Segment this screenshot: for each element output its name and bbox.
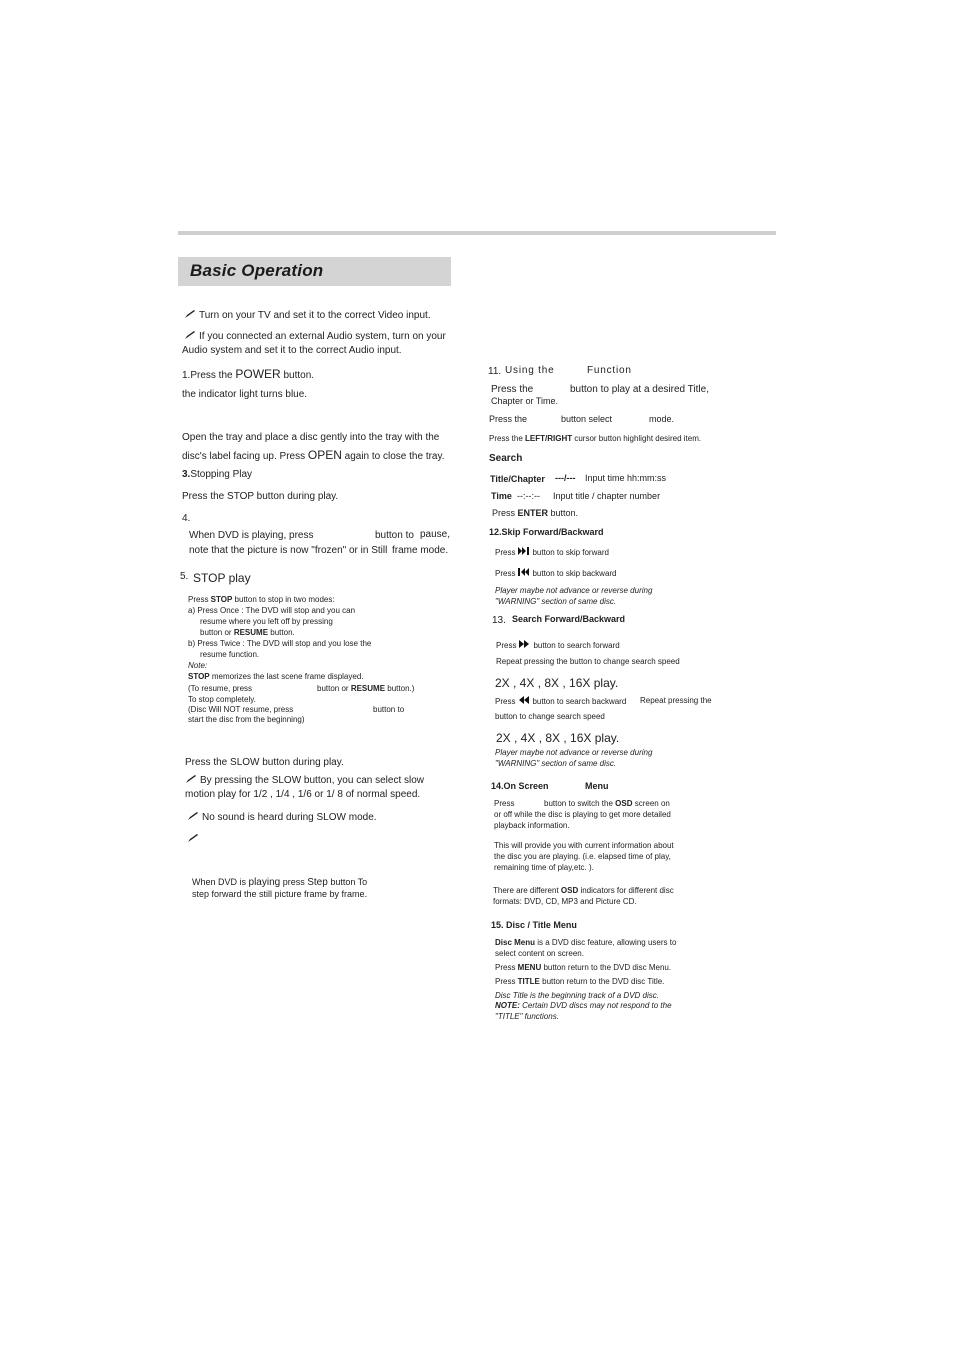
- s11-l4-bold: LEFT/RIGHT: [525, 434, 573, 443]
- power-label: POWER: [235, 367, 281, 381]
- step2-pre: disc's label facing up. Press: [182, 451, 308, 462]
- s14-l1b: [544, 800, 670, 808]
- s14-l2: or off while the disc is playing to get more detailed: [494, 810, 671, 819]
- s13-l1-pre: Press: [496, 641, 517, 650]
- s14-l1b-bold: OSD: [615, 799, 633, 808]
- s13-warning2: "WARNING" section of same disc.: [495, 759, 617, 768]
- s12-l2-pre: Press: [495, 569, 516, 578]
- s13-l3-post: button to search backward: [532, 697, 627, 706]
- s14-l4: This will provide you with current information about: [494, 841, 674, 850]
- s15-l4-bold: TITLE: [517, 977, 540, 986]
- step2-line2: [182, 449, 445, 462]
- s13-l1-post: button to search forward: [533, 641, 620, 650]
- s14-title-a: 14.On Screen: [491, 781, 549, 791]
- slow-l4-text: No sound is heard during SLOW mode.: [202, 812, 377, 823]
- s11-l2: Chapter or Time.: [491, 396, 559, 406]
- page-title: Basic Operation: [190, 261, 324, 280]
- stop-l6: resume function.: [200, 650, 260, 659]
- tip-audio-line1: If you connected an external Audio system, turn on your: [199, 331, 446, 342]
- s13-title: Search Forward/Backward: [512, 614, 626, 624]
- s13-warning1: Player maybe not advance or reverse during: [495, 748, 653, 757]
- s15-l4-pre: Press: [495, 977, 518, 986]
- step4-line1a: When DVD is playing, press: [189, 530, 314, 541]
- stop-l10a: (Disc Will NOT resume, press: [188, 705, 294, 714]
- step2-post: again to close the tray.: [341, 451, 445, 462]
- stop-l4-post: button.: [268, 628, 295, 637]
- s11-l4-pre: Press the: [489, 434, 526, 443]
- slow-l3: [185, 790, 420, 800]
- top-rule: [178, 231, 776, 235]
- s11-l3a: Press the: [489, 414, 528, 424]
- enter-bold: ENTER: [517, 508, 549, 518]
- step1-pre: 1.Press the: [182, 370, 236, 381]
- s13-num: 13.: [492, 615, 506, 626]
- s15-l2: select content on screen.: [495, 949, 584, 958]
- stop-note: Note:: [188, 661, 208, 670]
- step4-line1c: pause,: [420, 529, 451, 540]
- step-playing: playing: [248, 877, 281, 888]
- s14-l7: [493, 887, 674, 895]
- time-label: Time: [491, 491, 512, 501]
- s14-l7-post: indicators for different disc: [578, 886, 674, 895]
- s15-l1-post: is a DVD disc feature, allowing users to: [535, 938, 677, 947]
- title-chapter-desc: Input time hh:mm:ss: [585, 473, 667, 483]
- slow-l3-pre: motion play for: [185, 789, 254, 800]
- s15-l3-bold: MENU: [517, 963, 542, 972]
- open-label: OPEN: [307, 448, 342, 462]
- s12-l2-post: button to skip backward: [532, 569, 617, 578]
- s11-l4-post: cursor button highlight desired item.: [572, 434, 702, 443]
- stop-l1-pre: Press: [188, 595, 211, 604]
- s12-title: 12.Skip Forward/Backward: [489, 527, 604, 537]
- s14-l7-pre: There are different: [493, 886, 561, 895]
- s15-n1: Disc Title is the beginning track of a DVD disc.: [495, 991, 659, 1000]
- title-chapter-label: Title/Chapter: [490, 474, 545, 484]
- s11-title-b: Function: [587, 365, 632, 376]
- stop-l7-post: memorizes the last scene frame displayed.: [209, 672, 364, 681]
- s11-l3c: mode.: [649, 414, 675, 424]
- s15-l1: [495, 939, 676, 947]
- slow-fraction-eighth: 1/ 8: [326, 789, 343, 800]
- s13-speed2: 2X , 4X , 8X , 16X play.: [496, 731, 620, 745]
- s13-speed1: 2X , 4X , 8X , 16X play.: [495, 676, 619, 690]
- step1-power: [182, 368, 314, 381]
- slow-sep: ,: [267, 789, 276, 800]
- s15-n2: [495, 1002, 672, 1010]
- step4-num: 4.: [182, 513, 191, 524]
- s12-l1-post: button to skip forward: [532, 548, 609, 557]
- s14-l6: remaining time of play,etc. ).: [494, 863, 594, 872]
- s13-l3: [495, 696, 626, 706]
- s11-num: 11.: [488, 366, 502, 377]
- s12-l1: [495, 547, 609, 557]
- pencil-icon: [187, 833, 202, 845]
- step-l1: [192, 878, 367, 888]
- slow-fraction-quarter: 1/4: [275, 789, 290, 800]
- s13-l2: Repeat pressing the button to change search speed: [496, 657, 680, 666]
- s15-l3-pre: Press: [495, 963, 518, 972]
- stop-l1-bold: STOP: [210, 595, 233, 604]
- s12-warning1: Player maybe not advance or reverse during: [495, 586, 653, 595]
- enter-post: button.: [548, 508, 579, 518]
- s11-l1b: button to play at a desired Title,: [570, 384, 709, 395]
- s13-l3-pre: Press: [495, 697, 516, 706]
- stop-l1: [188, 596, 335, 604]
- stop-l5: b) Press Twice : The DVD will stop and you lose the: [188, 639, 372, 648]
- tip-tv: [184, 309, 431, 321]
- stop-l10b: button to: [373, 705, 405, 714]
- step4-line1b: button to: [375, 530, 414, 541]
- slow-l2-text: By pressing the SLOW button, you can select slow: [200, 775, 424, 786]
- slow-l1: Press the SLOW button during play.: [185, 757, 344, 768]
- pencil-icon: [185, 774, 197, 784]
- skip-backward-icon: [517, 568, 530, 576]
- step2-line1: Open the tray and place a disc gently into the tray with the: [182, 432, 440, 443]
- step5-title: STOP play: [193, 571, 251, 585]
- step4-line2b: frame mode.: [392, 545, 449, 556]
- s12-l1-pre: Press: [495, 548, 516, 557]
- s12-warning2: "WARNING" section of same disc.: [495, 597, 617, 606]
- s15-l4-post: button return to the DVD disc Title.: [539, 977, 665, 986]
- stop-l8a: (To resume, press: [188, 684, 253, 693]
- pencil-icon: [184, 309, 196, 319]
- slow-sep: ,: [289, 789, 298, 800]
- s13-l4: button to change search speed: [495, 712, 605, 721]
- slow-l2: [185, 774, 424, 786]
- stop-l4-bold: RESUME: [233, 628, 269, 637]
- slow-or: or: [311, 789, 327, 800]
- s15-n2-bold: NOTE:: [495, 1001, 520, 1010]
- s14-l1b-post: screen on: [632, 799, 670, 808]
- step3-line: Press the STOP button during play.: [182, 491, 339, 502]
- s13-l3-tail: Repeat pressing the: [640, 696, 712, 705]
- stop-l4-pre: button or: [200, 628, 234, 637]
- s11-title-a: Using the: [505, 365, 555, 376]
- skip-forward-icon: [517, 547, 530, 555]
- stop-l8b-pre: button or: [317, 684, 351, 693]
- fast-forward-icon: [518, 640, 531, 648]
- stop-l3: resume where you left off by pressing: [200, 617, 333, 626]
- stop-l7: [188, 673, 363, 681]
- stop-l4: [200, 629, 295, 637]
- step1-indicator: the indicator light turns blue.: [182, 389, 308, 400]
- step3-title: Stopping Play: [190, 469, 253, 480]
- step-l1-pre: When DVD is: [192, 877, 249, 887]
- stop-l9: To stop completely.: [188, 695, 256, 704]
- tip-audio-line2: Audio system and set it to the correct Audio input.: [182, 345, 402, 356]
- slow-l4: [187, 811, 377, 823]
- slow-fraction-half: 1/2: [253, 789, 268, 800]
- s14-l1b-pre: button to switch the: [544, 799, 616, 808]
- search-heading: Search: [489, 453, 523, 464]
- stop-l8b: [317, 685, 414, 693]
- step-mid: press: [280, 877, 308, 887]
- step-l1-post: button To: [327, 877, 368, 887]
- s11-l3b: button select: [561, 414, 613, 424]
- step3-num: 3.: [182, 469, 191, 480]
- enter-pre: Press: [492, 508, 518, 518]
- s14-l3: playback information.: [494, 821, 570, 830]
- pencil-icon: [187, 811, 199, 821]
- tip-tv-text: Turn on your TV and set it to the correct Video input.: [199, 310, 431, 321]
- s11-l1a: Press the: [491, 384, 534, 395]
- step3-heading: [182, 470, 252, 480]
- s14-l1a: Press: [494, 799, 515, 808]
- step-label: Step: [307, 877, 328, 888]
- stop-l2: a) Press Once : The DVD will stop and you can: [188, 606, 356, 615]
- section-header: [178, 257, 451, 286]
- step1-post: button.: [280, 370, 315, 381]
- step5-num: 5.: [180, 571, 189, 582]
- s15-l3: [495, 964, 671, 972]
- tip-audio: [184, 330, 446, 342]
- stop-l8b-post: button.): [385, 684, 415, 693]
- s15-title: 15. Disc / Title Menu: [491, 920, 577, 930]
- step4-line2a: note that the picture is now "frozen" or in Still: [189, 545, 388, 556]
- s14-title-b: Menu: [585, 781, 609, 791]
- rewind-icon: [517, 696, 530, 704]
- s13-l1: [496, 640, 620, 650]
- s14-l7-bold: OSD: [560, 886, 579, 895]
- time-dash: --:--:--: [517, 491, 540, 501]
- s12-l2: [495, 568, 617, 578]
- stop-l8b-bold: RESUME: [350, 684, 386, 693]
- time-desc: Input title / chapter number: [553, 491, 661, 501]
- s14-l5: the disc you are playing. (i.e. elapsed time of play,: [494, 852, 671, 861]
- s15-n2-post: Certain DVD discs may not respond to the: [519, 1001, 672, 1010]
- s15-n3: "TITLE" functions.: [495, 1012, 559, 1021]
- stop-l7-bold: STOP: [188, 672, 210, 681]
- s11-l4: [489, 435, 701, 443]
- s15-l3-post: button return to the DVD disc Menu.: [541, 963, 672, 972]
- stop-l11: start the disc from the beginning): [188, 715, 305, 724]
- s15-l4: [495, 978, 664, 986]
- pencil-icon: [184, 330, 196, 340]
- s15-l1-bold: Disc Menu: [495, 938, 536, 947]
- s14-l8: formats: DVD, CD, MP3 and Picture CD.: [493, 897, 637, 906]
- enter-line: [492, 509, 578, 518]
- slow-l3-post: of normal speed.: [342, 789, 421, 800]
- step-l2: step forward the still picture frame by frame.: [192, 889, 368, 899]
- slow-fraction-sixth: 1/6: [297, 789, 312, 800]
- title-chapter-dash: ---/---: [555, 473, 576, 483]
- stop-l1-post: button to stop in two modes:: [232, 595, 335, 604]
